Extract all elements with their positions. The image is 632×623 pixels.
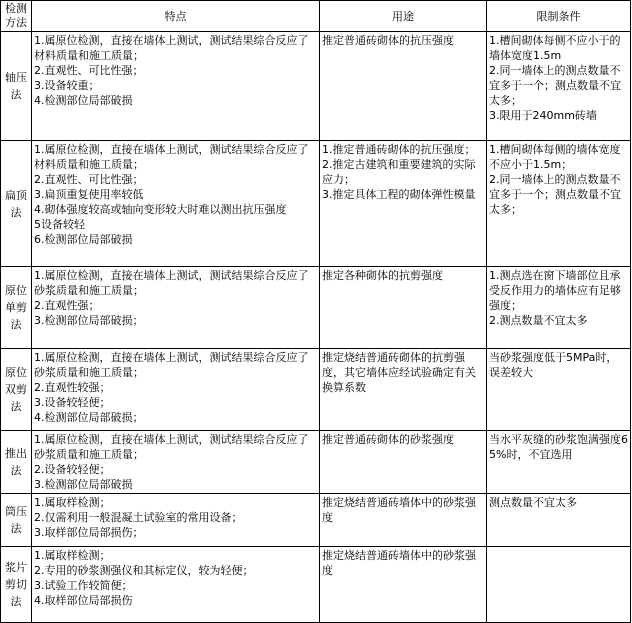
- features-cell: [32, 267, 320, 349]
- usage-line: 推定烧结普通砖墙体中的砂浆强度: [322, 496, 476, 524]
- feature-line: 4.检测部位局部破损；: [34, 411, 144, 424]
- header-limits: 限制条件: [487, 1, 631, 32]
- limits-cell: [487, 141, 631, 267]
- method-name: 扁顶法: [5, 188, 27, 219]
- feature-line: 1.属原位检测，直接在墙体上测试，测试结果综合反应了材料质量和施工质量；: [34, 34, 309, 62]
- table-row: [1, 547, 631, 623]
- feature-line: 3.试验工作较简便；: [34, 579, 133, 592]
- header-features: 特点: [32, 1, 320, 32]
- limits-cell: [487, 547, 631, 623]
- usage-cell: [320, 267, 487, 349]
- limit-line: 1.测点选在窗下墙部位且承受反作用力的墙体应有足够强度；: [489, 269, 621, 312]
- usage-cell: [320, 431, 487, 494]
- table-row: [1, 267, 631, 349]
- header-row: [1, 1, 631, 32]
- method-name: 原位双剪法: [5, 366, 27, 413]
- method-cell: [1, 494, 32, 547]
- method-name: 推出法: [5, 447, 27, 477]
- feature-line: 1.属原位检测，直接在墙体上测试，测试结果综合反应了砂浆质量和施工质量；: [34, 433, 309, 461]
- method-name: 浆片剪切法: [5, 561, 27, 608]
- method-cell: [1, 349, 32, 431]
- table-row: [1, 349, 631, 431]
- features-cell: [32, 32, 320, 141]
- header-method: 检测方法: [1, 1, 32, 32]
- table-row: [1, 32, 631, 141]
- usage-line: 推定普通砖砌体的砂浆强度: [322, 433, 454, 446]
- feature-line: 4.检测部位局部破损: [34, 94, 133, 107]
- feature-line: 1.属原位检测，直接在墙体上测试，测试结果综合反应了砂浆质量和施工质量；: [34, 351, 309, 379]
- table-body: [1, 32, 631, 623]
- method-name: 筒压法: [5, 505, 27, 535]
- feature-line: 4.砌体强度较高或轴向变形较大时难以测出抗压强度: [34, 203, 287, 216]
- feature-line: 2.直观性、可比性强；: [34, 173, 144, 186]
- limits-cell: [487, 431, 631, 494]
- method-cell: [1, 547, 32, 623]
- features-cell: [32, 494, 320, 547]
- usage-cell: [320, 349, 487, 431]
- limit-line: 2.测点数量不宜太多: [489, 314, 588, 327]
- header-usage: 用途: [320, 1, 487, 32]
- feature-line: 1.属取样检测；: [34, 496, 111, 509]
- feature-line: 2.仅需利用一般混凝土试验室的常用设备；: [34, 511, 243, 524]
- limit-line: 当砂浆强度低于5MPa时，误差较大: [489, 351, 618, 379]
- limits-cell: [487, 349, 631, 431]
- usage-cell: [320, 547, 487, 623]
- feature-line: 3.取样部位局部损伤；: [34, 526, 144, 539]
- table-row: [1, 141, 631, 267]
- method-cell: [1, 32, 32, 141]
- limit-line: 1.槽间砌体每侧不应小于的墙体宽度1.5m: [489, 34, 621, 62]
- feature-line: 4.取样部位局部损伤: [34, 594, 133, 607]
- limits-cell: [487, 267, 631, 349]
- features-cell: [32, 349, 320, 431]
- feature-line: 5设备较轻: [34, 218, 85, 231]
- features-cell: [32, 141, 320, 267]
- feature-line: 2.直观性强；: [34, 299, 100, 312]
- feature-line: 3.检测部位局部破损: [34, 478, 133, 491]
- feature-line: 3.检测部位局部破损；: [34, 314, 144, 327]
- usage-line: 推定各种砌体的抗剪强度: [322, 269, 443, 282]
- limits-cell: [487, 494, 631, 547]
- limit-line: 2.同一墙体上的测点数量不宜多于一个；测点数量不宜太多；: [489, 64, 621, 107]
- feature-line: 3.设备较轻便；: [34, 396, 111, 409]
- feature-line: 2.设备较轻便；: [34, 463, 111, 476]
- method-name: 轴压法: [5, 71, 27, 101]
- limit-line: 1.槽间砌体每侧的墙体宽度不应小于1.5m；: [489, 143, 621, 171]
- feature-line: 6.检测部位局部破损: [34, 233, 133, 246]
- features-cell: [32, 547, 320, 623]
- feature-line: 3.扁顶重复使用率较低: [34, 188, 144, 201]
- feature-line: 2.直观性较强；: [34, 381, 111, 394]
- usage-cell: [320, 141, 487, 267]
- usage-line: 推定普通砖砌体的抗压强度: [322, 34, 454, 47]
- method-cell: [1, 431, 32, 494]
- method-name: 原位单剪法: [5, 284, 27, 331]
- table-row: [1, 494, 631, 547]
- limits-cell: [487, 32, 631, 141]
- feature-line: 1.属取样检测；: [34, 549, 111, 562]
- usage-cell: [320, 494, 487, 547]
- feature-line: 1.属原位检测，直接在墙体上测试，测试结果综合反应了砂浆质量和施工质量；: [34, 269, 309, 297]
- usage-line: 推定烧结普通砖墙体中的砂浆强度: [322, 549, 476, 577]
- method-cell: [1, 267, 32, 349]
- limit-line: 测点数量不宜太多: [489, 496, 577, 509]
- limit-line: 3.限用于240mm砖墙: [489, 109, 597, 122]
- features-cell: [32, 431, 320, 494]
- limit-line: 当水平灰缝的砂浆饱满强度65%时，不宜选用: [489, 433, 628, 461]
- table-row: [1, 431, 631, 494]
- feature-line: 1.属原位检测，直接在墙体上测试，测试结果综合反应了材料质量和施工质量；: [34, 143, 309, 171]
- usage-line: 推定烧结普通砖砌体的抗剪强度，其它墙体应经试验确定有关换算系数: [322, 351, 476, 394]
- usage-cell: [320, 32, 487, 141]
- method-cell: [1, 141, 32, 267]
- limit-line: 2.同一墙体上的测点数量不宜多于一个；测点数量不宜太多；: [489, 173, 621, 216]
- feature-line: 2.专用的砂浆测强仪和其标定仪，较为轻便；: [34, 564, 254, 577]
- feature-line: 3.设备较重；: [34, 79, 100, 92]
- usage-line: 1.推定普通砖砌体的抗压强度；2.推定古建筑和重要建筑的实际应力；: [322, 143, 476, 186]
- feature-line: 2.直观性、可比性强；: [34, 64, 144, 77]
- usage-line: 3.推定具体工程的砌体弹性模量: [322, 188, 476, 201]
